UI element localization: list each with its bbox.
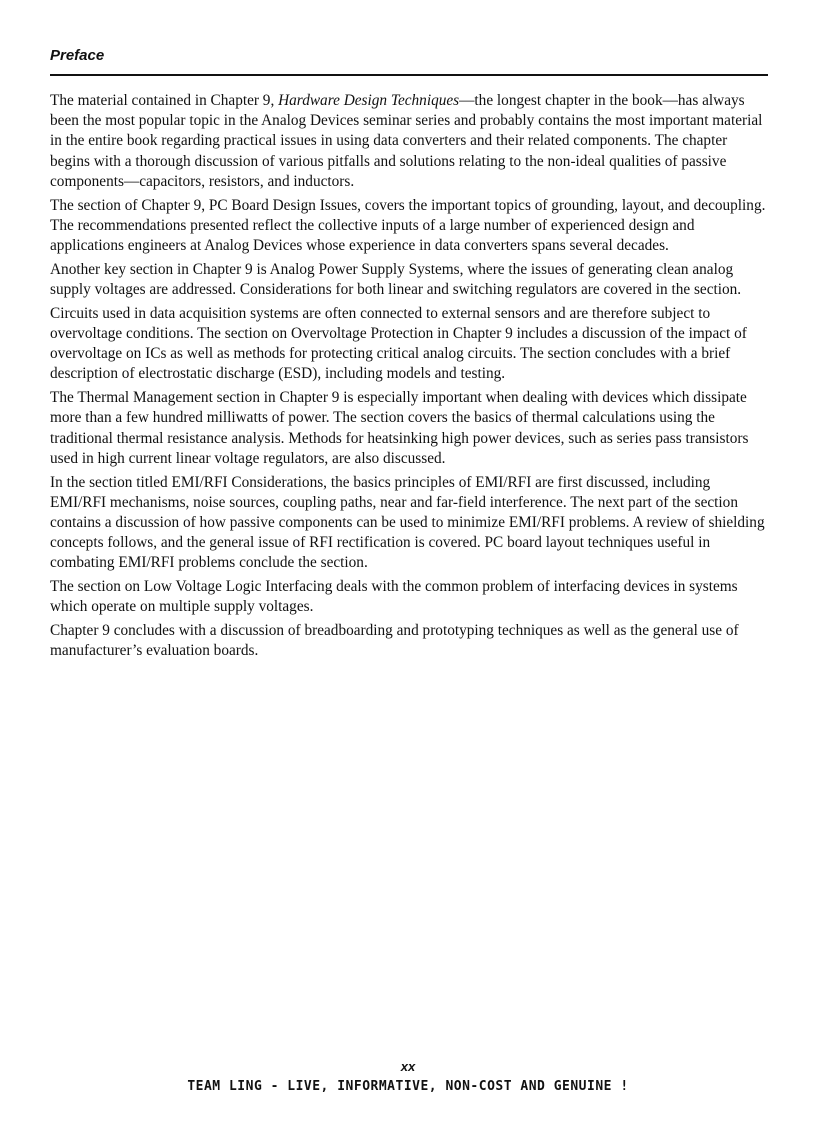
running-head-title: Preface bbox=[50, 47, 105, 64]
paragraph-text: The Thermal Management section in Chapter 9 is especially important when dealing with devices which dissipate more than a few hundred milliwatts of power. The section covers the basics of thermal calculations using the traditional thermal resistance analysis. Methods for heatsinking high power devices, such as series pass transistors used in high current linear voltage regulators, are also discussed. bbox=[50, 389, 749, 467]
footer-banner: TEAM LING - LIVE, INFORMATIVE, NON-COST AND GENUINE ! bbox=[187, 1079, 629, 1094]
paragraph bbox=[50, 577, 768, 617]
paragraph-text: Circuits used in data acquisition systems are often connected to external sensors and are therefore subject to overvoltage conditions. The section on Overvoltage Protection in Chapter 9 includes a discussion of the impact of overvoltage on ICs as well as methods for protecting critical analog circuits. The section concludes with a brief description of electrostatic discharge (ESD), including models and testing. bbox=[50, 304, 747, 383]
paragraph-text: The material contained in Chapter 9, bbox=[50, 92, 279, 109]
paragraph bbox=[50, 388, 768, 469]
paragraph-text: Chapter 9 concludes with a discussion of breadboarding and prototyping techniques as well as the general use of manufacturer’s evaluation boards. bbox=[50, 622, 739, 660]
paragraph-text: The section on Low Voltage Logic Interfacing deals with the common problem of interfacing devices in systems which operate on multiple supply voltages. bbox=[50, 578, 738, 616]
header-rule bbox=[50, 74, 768, 76]
paragraph-text: In the section titled EMI/RFI Considerations, the basics principles of EMI/RFI are first discussed, including EMI/RFI mechanisms, noise sources, coupling paths, near and far-field interference. The next part of the section contains a discussion of how passive components can be used to minimize EMI/RFI problems. A review of shielding concepts follows, and the general issue of RFI rectification is covered. PC board layout techniques useful in combating EMI/RFI problems conclude the section. bbox=[50, 473, 765, 572]
page-header bbox=[50, 47, 768, 76]
italic-text: Hardware Design Techniques bbox=[278, 92, 460, 109]
paragraph bbox=[50, 260, 768, 300]
paragraph bbox=[50, 196, 768, 257]
paragraph-text: Another key section in Chapter 9 is Analog Power Supply Systems, where the issues of generating clean analog supply voltages are addressed. Considerations for both linear and switching regulators are covered in the section. bbox=[50, 260, 742, 299]
paragraph-text: The section of Chapter 9, PC Board Design Issues, covers the important topics of grounding, layout, and decoupling. The recommendations presented reflect the collective inputs of a large number of experienced design and applications engineers at Analog Devices whose experience in data converters spans several decades. bbox=[50, 196, 766, 255]
paragraph bbox=[50, 621, 768, 661]
paragraph-text: —the longest chapter in the book—has always been the most popular topic in the Analog Devices seminar series and probably contains the most important material in the entire book regarding practical issues in using data converters and their related components. The chapter begins with a thorough discussion of various pitfalls and solutions relating to the non-ideal qualities of passive components—capacitors, resistors, and inductors. bbox=[50, 92, 763, 190]
paragraph bbox=[50, 473, 768, 574]
page-number: xx bbox=[400, 1059, 416, 1074]
paragraph bbox=[50, 91, 768, 192]
paragraph bbox=[50, 304, 768, 385]
body-text bbox=[50, 91, 768, 665]
